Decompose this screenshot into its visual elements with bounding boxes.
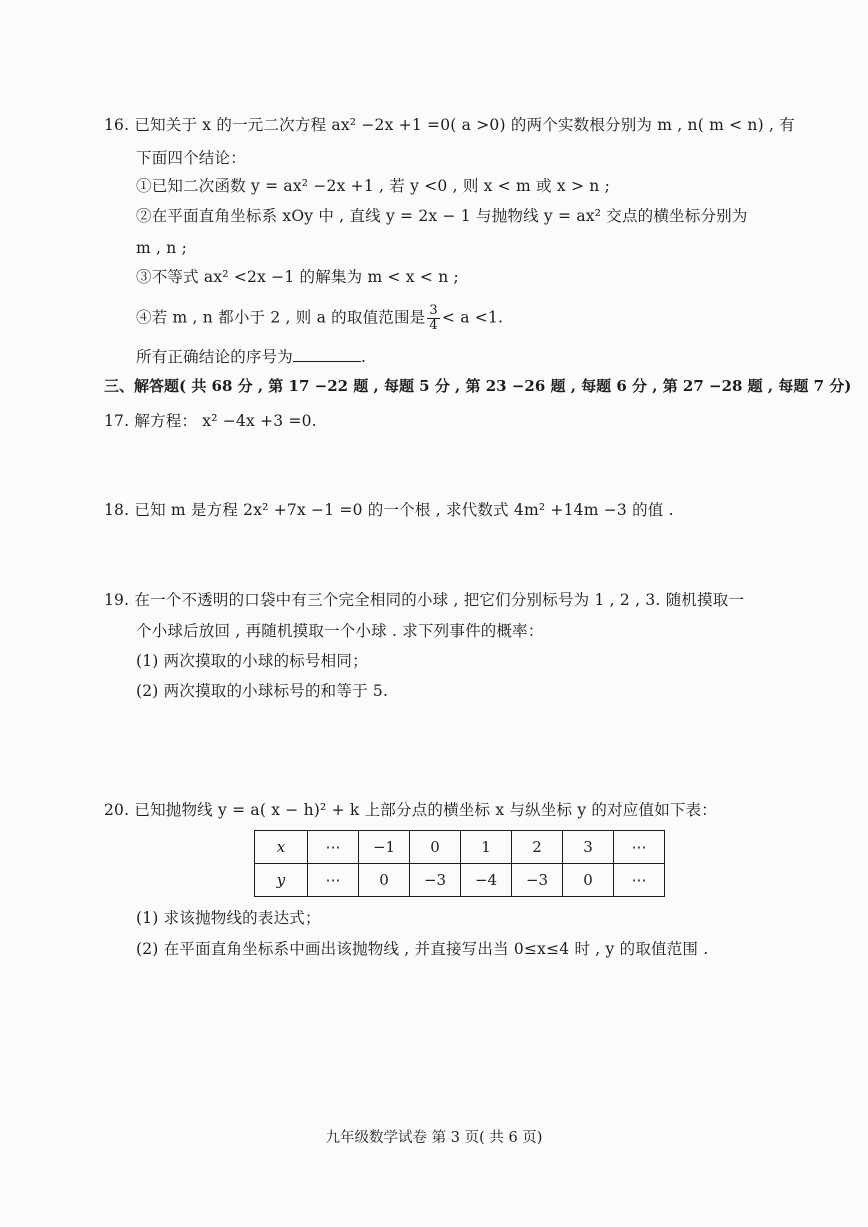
table-cell: ⋯ bbox=[614, 864, 665, 897]
fraction-numerator: 3 bbox=[429, 303, 438, 318]
table-cell: 2 bbox=[512, 831, 563, 864]
q16-ask-text: 所有正确结论的序号为 bbox=[136, 348, 294, 366]
q16-line1: 16. 已知关于 x 的一元二次方程 ax² −2x +1 =0( a >0) 的两个实数根分别为 m , n( m < n) , 有 bbox=[104, 116, 795, 134]
table-row-y bbox=[255, 864, 665, 897]
fraction-denominator: 4 bbox=[429, 318, 438, 333]
q16-conclusion-2b: m , n ; bbox=[136, 239, 188, 257]
table-cell: 3 bbox=[563, 831, 614, 864]
table-row-x bbox=[255, 831, 665, 864]
table-cell: 1 bbox=[461, 831, 512, 864]
table-cell: 0 bbox=[563, 864, 614, 897]
table-cell: ⋯ bbox=[614, 831, 665, 864]
value-table bbox=[254, 830, 665, 897]
q20-part1: (1) 求该抛物线的表达式； bbox=[136, 909, 321, 927]
table-cell: 0 bbox=[359, 864, 410, 897]
q16-c4-prefix: ④若 m , n 都小于 2 , 则 a 的取值范围是 bbox=[136, 308, 426, 327]
q16-conclusion-2a: ②在平面直角坐标系 xOy 中 , 直线 y = 2x − 1 与抛物线 y = ax² 交点的横坐标分别为 bbox=[136, 207, 748, 225]
q16-c4-suffix: < a <1. bbox=[441, 308, 504, 327]
section-3-header: 三、解答题( 共 68 分 , 第 17 −22 题 , 每题 5 分 , 第 23 −26 题 , 每题 6 分 , 第 27 −28 题 , 每题 7 分) bbox=[104, 377, 852, 395]
q16-line2: 下面四个结论： bbox=[136, 149, 246, 167]
answer-blank[interactable] bbox=[293, 347, 361, 362]
q16-ask-end: . bbox=[361, 348, 367, 366]
q18: 18. 已知 m 是方程 2x² +7x −1 =0 的一个根 , 求代数式 4m² +14m −3 的值 . bbox=[104, 501, 674, 519]
q19-part2: (2) 两次摸取的小球标号的和等于 5. bbox=[136, 682, 389, 700]
fraction-three-quarters bbox=[427, 304, 439, 333]
q19-line2: 个小球后放回 , 再随机摸取一个小球 . 求下列事件的概率： bbox=[136, 622, 544, 640]
table-cell: −3 bbox=[410, 864, 461, 897]
table-cell: −1 bbox=[359, 831, 410, 864]
table-cell: ⋯ bbox=[308, 831, 359, 864]
q20-line1: 20. 已知抛物线 y = a( x − h)² + k 上部分点的横坐标 x 与纵坐标 y 的对应值如下表： bbox=[104, 801, 718, 819]
table-cell: y bbox=[255, 864, 308, 897]
table-cell: x bbox=[255, 831, 308, 864]
q20-part2: (2) 在平面直角坐标系中画出该抛物线 , 并直接写出当 0≤x≤4 时 , y 的取值范围 . bbox=[136, 940, 709, 958]
q16-conclusion-1: ①已知二次函数 y = ax² −2x +1 , 若 y <0 , 则 x < m 或 x > n ; bbox=[136, 177, 611, 195]
q16-conclusion-4 bbox=[136, 304, 503, 333]
q19-part1: (1) 两次摸取的小球的标号相同； bbox=[136, 652, 368, 670]
table-cell: −3 bbox=[512, 864, 563, 897]
table-cell: 0 bbox=[410, 831, 461, 864]
q19-line1: 19. 在一个不透明的口袋中有三个完全相同的小球 , 把它们分别标号为 1 , 2 , 3. 随机摸取一 bbox=[104, 591, 745, 609]
table-cell: ⋯ bbox=[308, 864, 359, 897]
q16-conclusion-3: ③不等式 ax² <2x −1 的解集为 m < x < n ; bbox=[136, 268, 459, 286]
page-footer: 九年级数学试卷 第 3 页( 共 6 页) bbox=[325, 1130, 543, 1146]
q17: 17. 解方程： x² −4x +3 =0. bbox=[104, 412, 317, 430]
table-cell: −4 bbox=[461, 864, 512, 897]
q16-ask bbox=[136, 346, 366, 368]
